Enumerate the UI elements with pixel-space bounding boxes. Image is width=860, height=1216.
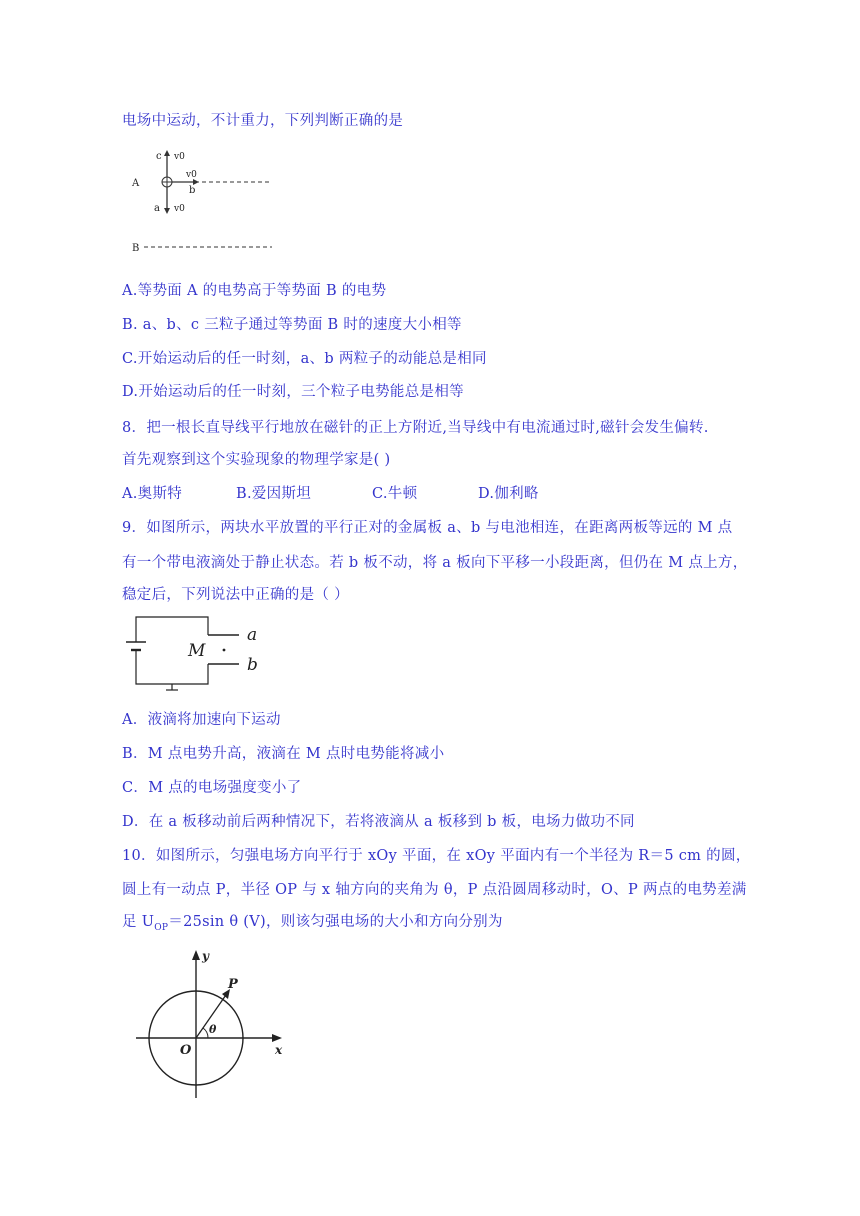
label-m: M <box>188 641 206 661</box>
q7-option-c: C.开始运动后的任一时刻，a、b 两粒子的动能总是相同 <box>122 351 487 367</box>
q9-stem-line-1: 9．如图所示，两块水平放置的平行正对的金属板 a、b 与电池相连，在距离两板等远的 M 点 <box>122 520 733 536</box>
q10-stem-line-2: 圆上有一动点 P，半径 OP 与 x 轴方向的夹角为 θ，P 点沿圆周移动时，O、P 两点的电势差满 <box>122 882 747 898</box>
q10-stem-line-3 <box>122 912 503 938</box>
q8-stem-line-1: 8．把一根长直导线平行地放在磁针的正上方附近,当导线中有电流通过时,磁针会发生偏转. <box>122 420 709 436</box>
label-x: x <box>275 1043 283 1057</box>
q7-option-b: B. a、b、c 三粒子通过等势面 B 时的速度大小相等 <box>122 317 462 333</box>
label-b: b <box>189 185 196 196</box>
q8-options <box>122 484 539 504</box>
q9-stem-line-3: 稳定后，下列说法中正确的是（ ） <box>122 587 349 603</box>
label-theta: θ <box>209 1023 217 1036</box>
q7-stem: 电场中运动，不计重力，下列判断正确的是 <box>122 113 404 129</box>
label-o: O <box>180 1043 192 1058</box>
q10-stem-line-3-start: 足 U <box>122 914 155 930</box>
q9-stem-line-2: 有一个带电液滴处于静止状态。若 b 板不动，将 a 板向下平移一小段距离，但仍在 M 点上方， <box>122 555 748 571</box>
subscript-op: OP <box>154 922 169 933</box>
label-y: y <box>202 949 209 963</box>
q10-stem-line-1: 10．如图所示，匀强电场方向平行于 xOy 平面，在 xOy 平面内有一个半径为 R＝5 cm 的圆， <box>122 848 751 864</box>
q10-figure <box>132 946 292 1106</box>
q8-stem-line-2: 首先观察到这个实验现象的物理学家是( ) <box>122 452 391 468</box>
q8-option-d: D.伽利略 <box>478 486 539 502</box>
q7-option-d: D.开始运动后的任一时刻，三个粒子电势能总是相等 <box>122 384 464 400</box>
q9-option-a: A．液滴将加速向下运动 <box>122 712 281 728</box>
label-p: P <box>228 977 238 992</box>
label-v0-a: v0 <box>174 204 185 214</box>
label-c: c <box>156 151 162 162</box>
x-axis-arrow <box>272 1034 282 1042</box>
q9-option-c: C．M 点的电场强度变小了 <box>122 780 302 796</box>
q9-option-b: B．M 点电势升高，液滴在 M 点时电势能将减小 <box>122 746 445 762</box>
q7-figure <box>122 145 282 255</box>
label-a: a <box>154 203 160 214</box>
label-plane-a: A <box>132 178 140 189</box>
q8-option-a: A.奥斯特 <box>122 486 183 502</box>
label-v0-c: v0 <box>174 152 185 162</box>
label-b: b <box>247 655 258 675</box>
q7-option-a: A.等势面 A 的电势高于等势面 B 的电势 <box>122 283 387 299</box>
label-a: a <box>247 625 258 645</box>
q10-stem-line-3-end: ＝25sin θ (V)，则该匀强电场的大小和方向分别为 <box>168 914 503 930</box>
label-v0-b: v0 <box>186 170 197 180</box>
label-plane-b: B <box>132 243 140 254</box>
angle-arc <box>203 1028 208 1038</box>
point-m <box>223 649 226 652</box>
y-axis-arrow <box>192 950 200 960</box>
q9-figure <box>122 612 272 694</box>
q9-option-d: D．在 a 板移动前后两种情况下，若将液滴从 a 板移到 b 板，电场力做功不同 <box>122 814 635 830</box>
q8-option-c: C.牛顿 <box>372 486 418 502</box>
q8-option-b: B.爱因斯坦 <box>236 486 312 502</box>
